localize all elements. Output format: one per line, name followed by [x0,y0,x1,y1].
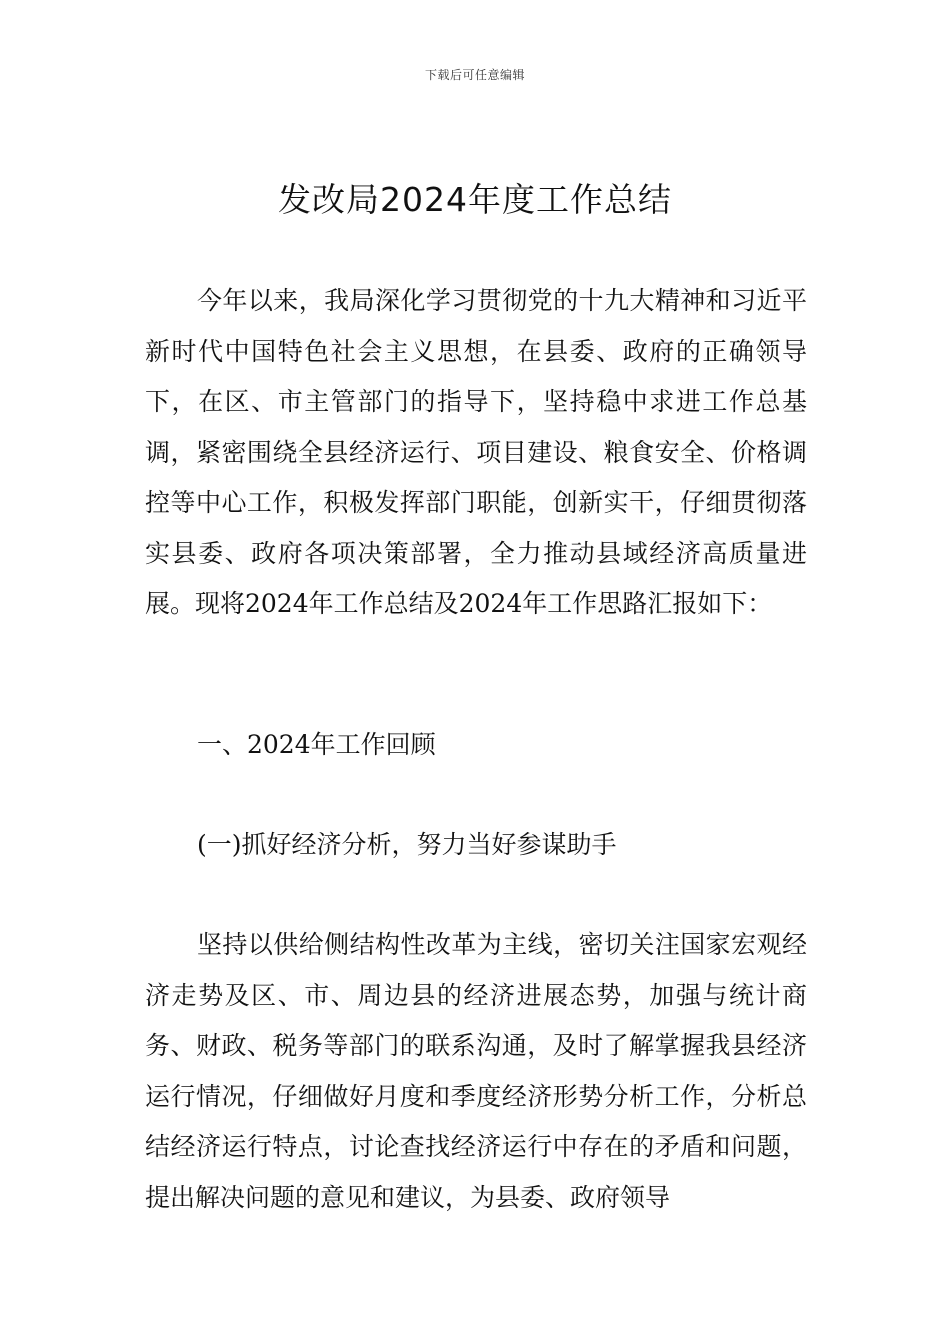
section-heading: 一、2024年工作回顾 [197,730,436,759]
intro-paragraph: 今年以来，我局深化学习贯彻党的十九大精神和习近平新时代中国特色社会主义思想，在县委、政府的正确领导下，在区、市主管部门的指导下，坚持稳中求进工作总基调，紧密围绕全县经济运行、项目建设、粮食安全、价格调控等中心工作，积极发挥部门职能，创新实干，仔细贯彻落实县委、政府各项决策部署，全力推动县域经济高质量进展。现将2024年工作总结及2024年工作思路汇报如下： [145,286,807,618]
document-title: 发改局2024年度工作总结 [278,180,672,219]
subsection-paragraph: 坚持以供给侧结构性改革为主线，密切关注国家宏观经济走势及区、市、周边县的经济进展态势，加强与统计商务、财政、税务等部门的联系沟通，及时了解掌握我县经济运行情况，仔细做好月度和季度经济形势分析工作，分析总结经济运行特点，讨论查找经济运行中存在的矛盾和问题，提出解决问题的意见和建议，为县委、政府领导 [145,930,807,1212]
header-note: 下载后可任意编辑 [424,68,525,82]
subsection-heading: (一)抓好经济分析，努力当好参谋助手 [197,830,617,859]
